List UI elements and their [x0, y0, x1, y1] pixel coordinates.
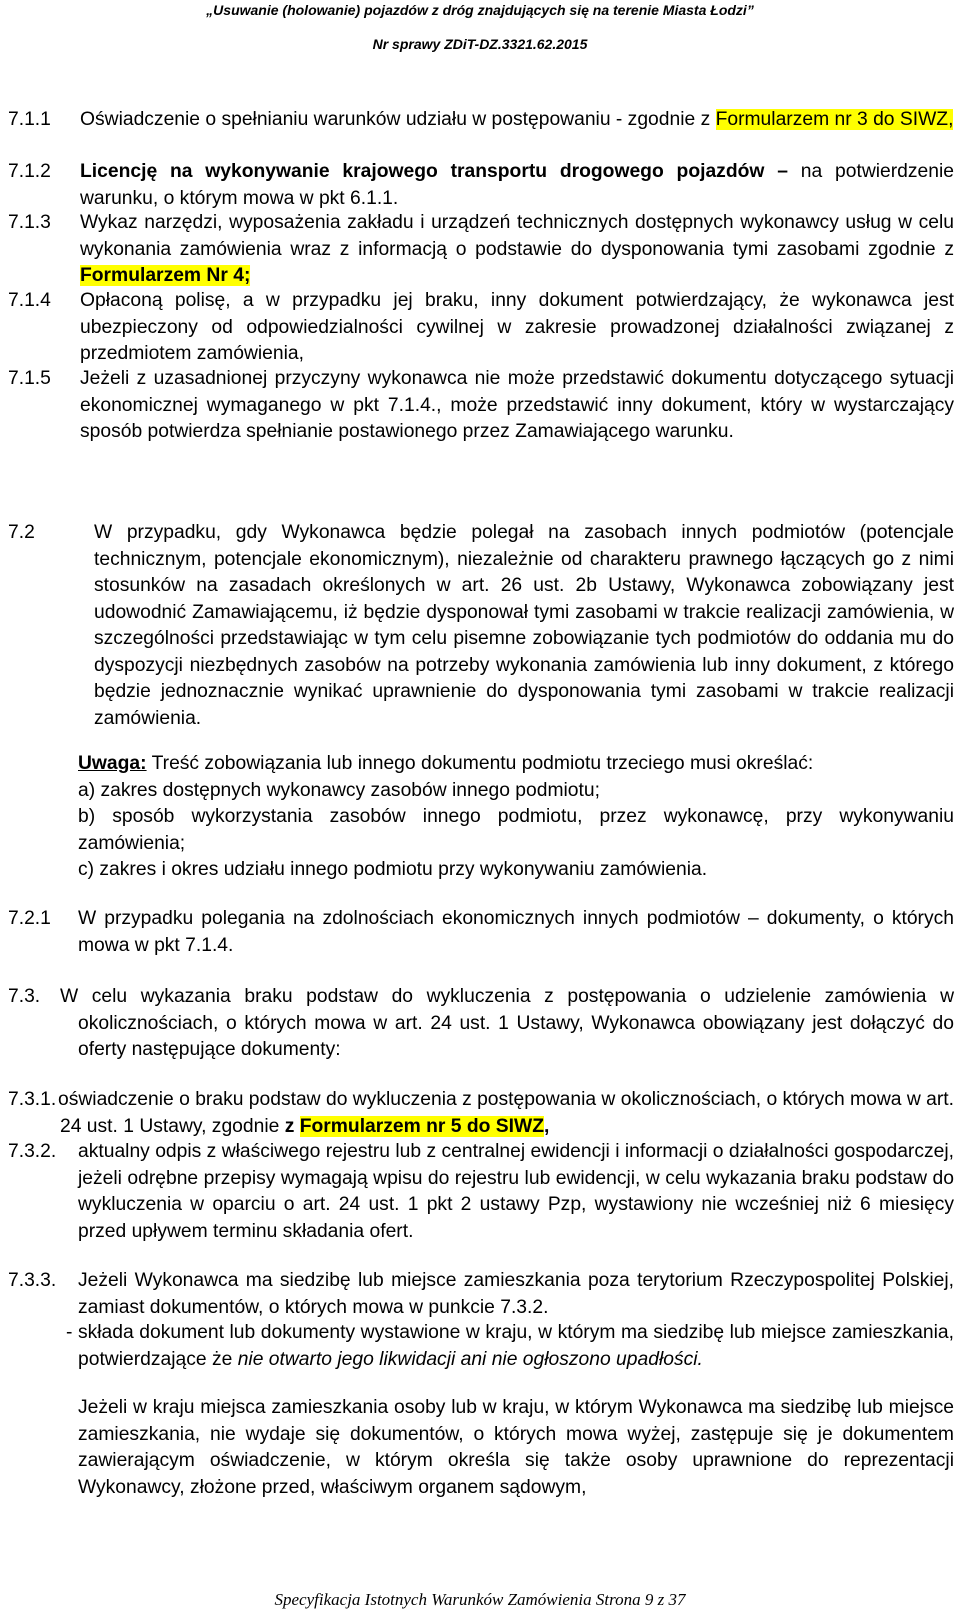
dash-text: - składa dokument lub dokumenty wystawione w kraju, w którym ma siedzibę lub miejsce zamieszkania, potwierdzające że: [66, 1322, 954, 1370]
item-text: Opłaconą polisę, a w przypadku jej braku, inny dokument potwierdzający, że wykonawca jest ubezpieczony od odpowiedzialności cywilnej w zakresie prowadzonej działalności związanej z przedmiotem zamówienia,: [80, 290, 954, 364]
item-number: 7.2.1: [8, 908, 51, 929]
note-text: Treść zobowiązania lub innego dokumentu podmiotu trzeciego musi określać:: [146, 753, 814, 774]
item-text: na potwierdzenie warunku, o którym mowa w pkt 6.1.1.: [80, 161, 954, 209]
document-title: „Usuwanie (holowanie) pojazdów z dróg znajdujących się na terenie Miasta Łodzi”: [206, 2, 754, 18]
note-point-b: b) sposób wykorzystania zasobów innego podmiotu, przez wykonawcę, przy wykonywaniu zamówienia;: [78, 806, 954, 854]
item-7-3: [8, 984, 954, 1064]
item-7-2: [8, 520, 954, 732]
item-text: W przypadku, gdy Wykonawca będzie polegał na zasobach innych podmiotów (potencjale technicznym, potencjale ekonomicznym), niezależnie od charakteru prawnego łączących go z nimi stosunków na zasadach określonych w art. 26 ust. 2b Ustawy, Wykonawca zobowiązany jest udowodnić Zamawiającemu, iż będzie dysponował tymi zasobami w trakcie realizacji zamówienia, w szczególności przedstawiając w tym celu pisemne zobowiązanie tych podmiotów do oddania mu do dyspozycji niezbędnych zasobów na potrzeby wykonania zamówienia lub inny dokument, z którego będzie jednoznacznie wynikać uprawnienie do dysponowania tymi zasobami w trakcie realizacji zamówienia.: [94, 522, 954, 729]
item-number: 7.1.4: [8, 290, 51, 311]
last-text: Jeżeli w kraju miejsca zamieszkania osoby lub w kraju, w którym Wykonawca ma siedzibę lub miejsce zamieszkania, nie wydaje się dokumentów, o których mowa wyżej, zastępuje się je dokumentem zawierającym oświadczenie, w którym określa się także osoby uprawnione do reprezentacji Wykonawcy, złożone przed, właściwym organem sądowym,: [78, 1397, 954, 1498]
item-bold-text: Licencję na wykonywanie krajowego transportu drogowego pojazdów –: [80, 161, 788, 182]
page-footer: Specyfikacja Istotnych Warunków Zamówienia Strona 9 z 37: [274, 1590, 686, 1609]
item-text: aktualny odpis z właściwego rejestru lub z centralnej ewidencji i informacji o działalności gospodarczej, jeżeli odrębne przepisy wymagają wpisu do rejestru lub ewidencji, w celu wykazania braku podstaw do wykluczenia w oparciu o art. 24 ust. 1 pkt 2 ustawy Pzp, wystawiony nie wcześniej niż 6 miesięcy przed upływem terminu składania ofert.: [78, 1141, 954, 1242]
item-number: 7.1.5: [8, 368, 51, 389]
item-bold-text: z: [284, 1115, 300, 1137]
item-text: Oświadczenie o spełnianiu warunków udziału w postępowaniu - zgodnie z: [80, 109, 716, 130]
note-label: Uwaga:: [78, 753, 147, 774]
item-number: 7.1.3: [8, 212, 51, 233]
item-text: W celu wykazania braku podstaw do wykluczenia z postępowania o udzielenie zamówienia w okolicznościach, o których mowa w art. 24 ust. 1 Ustawy, Wykonawca obowiązany jest dołączyć do oferty następujące dokumenty:: [60, 986, 954, 1060]
item-number: 7.1.2: [8, 161, 51, 182]
item-number: 7.2: [8, 522, 35, 543]
note-point-a: a) zakres dostępnych wykonawcy zasobów innego podmiotu;: [78, 779, 600, 801]
highlight: Formularzem nr 3 do SIWZ,: [715, 109, 954, 130]
dash-item: [66, 1320, 954, 1373]
dash-italic-text: nie otwarto jego likwidacji ani nie ogłoszono upadłości.: [237, 1348, 703, 1370]
item-7-3-3: [8, 1268, 954, 1321]
item-7-1-2: [8, 159, 954, 212]
item-number: 7.3.: [8, 986, 41, 1007]
last-paragraph: [78, 1395, 954, 1501]
item-number: 7.3.3.: [8, 1270, 57, 1291]
item-number: 7.3.1.: [8, 1089, 57, 1110]
item-text: Jeżeli z uzasadnionej przyczyny wykonawca nie może przedstawić dokumentu dotyczącego sytuacji ekonomicznej wymaganego w pkt 7.1.4., może przedstawić inny dokument, który w wystarczający sposób potwierdza spełnianie postawionego przez Zamawiającego warunku.: [80, 368, 954, 442]
highlight: Formularzem Nr 4;: [80, 265, 251, 286]
item-number: 7.1.1: [8, 109, 51, 130]
item-text: oświadczenie o braku podstaw do wykluczenia z postępowania w okolicznościach, o których mowa w art. 24 ust. 1 Ustawy, zgodnie: [58, 1089, 954, 1137]
item-text: W przypadku polegania na zdolnościach ekonomicznych innych podmiotów – dokumenty, o których mowa w pkt 7.1.4.: [78, 908, 954, 956]
case-number: Nr sprawy ZDiT-DZ.3321.62.2015: [372, 36, 588, 52]
item-7-2-1: [8, 906, 954, 959]
item-text: Wykaz narzędzi, wyposażenia zakładu i urządzeń technicznych dostępnych wykonawcy usług w celu wykonania zamówienia wraz z informacją o podstawie do dysponowania tymi zasobami zgodnie z: [80, 212, 954, 260]
item-number: 7.3.2.: [8, 1141, 57, 1162]
note-point-c: c) zakres i okres udziału innego podmiotu przy wykonywaniu zamówienia.: [78, 859, 708, 880]
item-7-1-4: [8, 288, 954, 368]
item-7-3-2: [8, 1139, 954, 1245]
item-text: Jeżeli Wykonawca ma siedzibę lub miejsce zamieszkania poza terytorium Rzeczypospolitej Polskiej, zamiast dokumentów, o których mowa w punkcie 7.3.2.: [78, 1270, 954, 1318]
item-7-1-1: [8, 107, 954, 134]
highlight: Formularzem nr 5 do SIWZ: [299, 1115, 544, 1137]
item-7-3-1: [8, 1087, 954, 1140]
note-block: [78, 751, 954, 884]
item-7-1-3: [8, 210, 954, 290]
item-tail: ,: [543, 1115, 550, 1137]
item-7-1-5: [8, 366, 954, 446]
